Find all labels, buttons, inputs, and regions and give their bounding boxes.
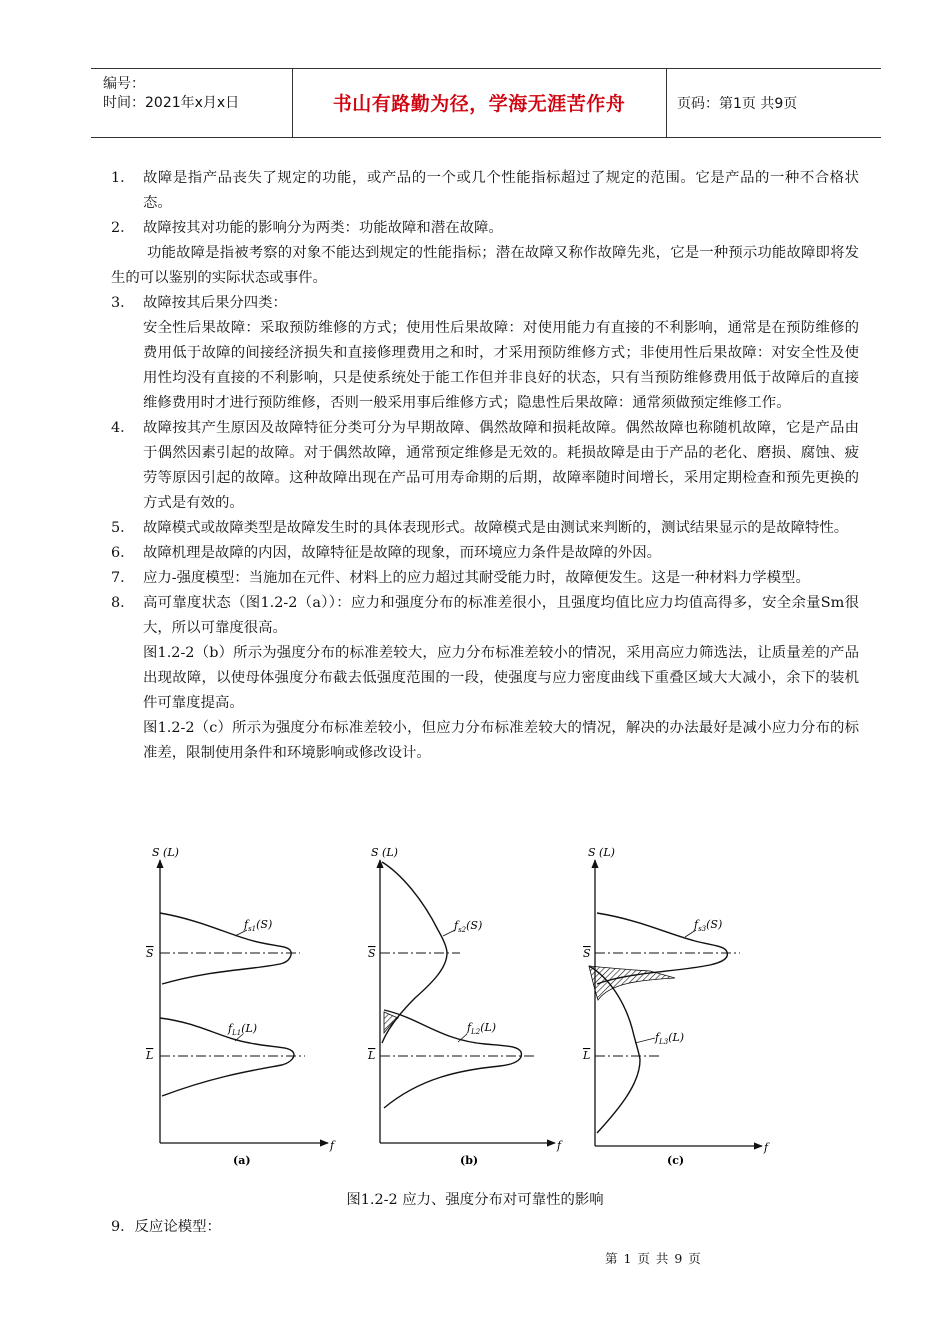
item-9: 9．反应论模型： (111, 1219, 221, 1235)
stress-curve (384, 1010, 521, 1108)
lower-curve-label: $f_{L2}(L)$ (467, 1021, 497, 1036)
item-text: 故障是指产品丧失了规定的功能，或产品的一个或几个性能指标超过了规定的范围。它是产品的一种不合格状态。 (143, 170, 859, 211)
y-axis-label: S (L) (371, 846, 398, 859)
item-number: 8． (111, 595, 135, 611)
overlap-region (384, 1012, 398, 1033)
panel-c (582, 846, 770, 1167)
lower-curve-label: $f_{L3}(L)$ (655, 1031, 685, 1046)
s-mean-label: S (583, 947, 591, 960)
header-divider (666, 69, 667, 137)
s-mean-label: S (368, 947, 376, 960)
leader-line (635, 1038, 655, 1043)
s-mean-label: S (146, 947, 154, 960)
list-item (111, 591, 859, 641)
item-text: 应力-强度模型：当施加在元件、材料上的应力超过其耐受能力时，故障便发生。这是一种材料力学模型。 (143, 570, 810, 586)
item-text: 高可靠度状态（图1.2-2（a））：应力和强度分布的标准差很小，且强度均值比应力均值高得多，安全余量Sm很大，所以可靠度很高。 (143, 595, 859, 636)
item-text: 故障模式或故障类型是故障发生时的具体表现形式。故障模式是由测试来判断的，测试结果显示的是故障特性。 (143, 520, 849, 536)
lower-curve-label: $f_{L1}(L)$ (228, 1022, 258, 1037)
page-footer: 第 1 页 共 9 页 (605, 1251, 702, 1266)
paragraph: 图1.2-2（b）所示为强度分布的标准差较大，应力分布标准差较小的情况，采用高应力筛选法，让质量差的产品出现故障，以使母体强度分布截去低强度范围的一段，使强度与应力密度曲线下重叠区域大大减小，余下的装机件可靠度提高。 (143, 645, 859, 711)
leader-line (685, 930, 696, 937)
list-item (111, 166, 859, 216)
item-number: 2． (111, 220, 135, 236)
page-header (91, 68, 881, 138)
item-number: 4． (111, 420, 135, 436)
list-item (111, 291, 859, 316)
panel-tag: (c) (667, 1154, 685, 1167)
paragraph: 安全性后果故障：采取预防维修的方式；使用性后果故障：对使用能力有直接的不利影响，通常是在预防维修的费用低于故障的间接经济损失和直接修理费用之和时，才采用预防维修方式；非使用性后果故障：对安全性及使用性均没有直接的不利影响，只是使系统处于能工作但并非良好的状态，只有当预防维修费用低于故障后的直接维修费用时才进行预防维修，否则一般采用事后维修方式；隐患性后果故障：通常须做预定维修工作。 (143, 320, 859, 411)
list-item (111, 566, 859, 591)
header-page-info: 页码：第1页 共9页 (677, 96, 798, 112)
list-item (111, 541, 859, 566)
doc-time-label: 时间：2021年x月x日 (103, 95, 240, 111)
doc-number-label: 编号： (103, 76, 145, 92)
upper-curve-label: $f_{s1}(S)$ (244, 918, 273, 933)
y-axis-label: S (L) (152, 846, 179, 859)
panel-b (367, 846, 563, 1167)
document-body (111, 166, 859, 766)
item-text: 故障机理是故障的内因，故障特征是故障的现象，而环境应力条件是故障的外因。 (143, 545, 662, 561)
item-number: 6． (111, 545, 135, 561)
panel-a (145, 846, 336, 1167)
panel-tag: (b) (460, 1154, 479, 1167)
stress-strength-figure (140, 838, 780, 1173)
paragraph: 功能故障是指被考察的对象不能达到规定的性能指标；潜在故障又称作故障先兆，它是一种预示功能故障即将发生的可以鉴别的实际状态或事件。 (111, 245, 859, 286)
panel-tag: (a) (233, 1154, 251, 1167)
item-text: 故障按其对功能的影响分为两类：功能故障和潜在故障。 (143, 220, 503, 236)
list-item (111, 416, 859, 516)
upper-curve-label: $f_{s2}(S)$ (454, 919, 483, 934)
header-motto: 书山有路勤为径，学海无涯苦作舟 (332, 93, 626, 115)
upper-curve-label: $f_{s3}(S)$ (694, 918, 723, 933)
item-text: 故障按其产生原因及故障特征分类可分为早期故障、偶然故障和损耗故障。偶然故障也称随机故障，它是产品由于偶然因素引起的故障。对于偶然故障，通常预定维修是无效的。耗损故障是由于产品的老化、磨损、腐蚀、疲劳等原因引起的故障。这种故障出现在产品可用寿命期的后期，故障率随时间增长，采用定期检查和预先更换的方式是有效的。 (143, 420, 859, 511)
paragraph: 图1.2-2（c）所示为强度分布标准差较小，但应力分布标准差较大的情况，解决的办法最好是减小应力分布的标准差，限制使用条件和环境影响或修改设计。 (143, 720, 859, 761)
item-number: 3． (111, 295, 135, 311)
x-axis-label: f (557, 1139, 562, 1152)
item-number: 7． (111, 570, 135, 586)
figure-caption: 图1.2-2 应力、强度分布对可靠性的影响 (346, 1192, 604, 1208)
header-meta (103, 75, 239, 113)
item-number: 1． (111, 170, 135, 186)
l-mean-label: L (583, 1049, 591, 1062)
item-number: 5． (111, 520, 135, 536)
list-item (111, 516, 859, 541)
stress-curve (160, 1018, 294, 1096)
l-mean-label: L (146, 1049, 154, 1062)
y-axis-label: S (L) (588, 846, 615, 859)
x-axis-label: f (764, 1141, 769, 1154)
list-item (111, 216, 859, 241)
item-text: 故障按其后果分四类： (143, 295, 287, 311)
x-axis-label: f (330, 1139, 335, 1152)
l-mean-label: L (368, 1049, 376, 1062)
